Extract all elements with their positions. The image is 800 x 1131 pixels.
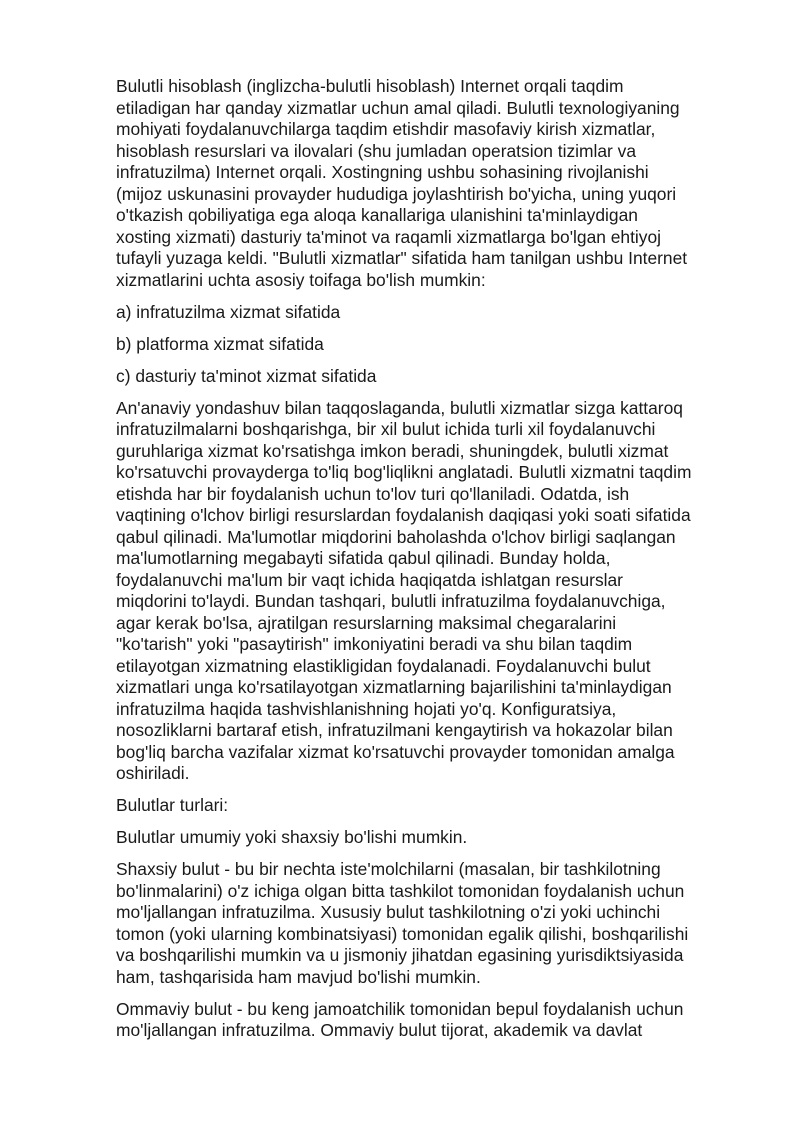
text-line: Bulutli hisoblash (inglizcha-bulutli hisoblash) Internet orqali taqdim	[116, 76, 624, 96]
text-line: Ommaviy bulut - bu keng jamoatchilik tomonidan bepul foydalanish uchun	[116, 998, 684, 1019]
text-line: miqdorini to'laydi. Bundan tashqari, bulutli infratuzilma foydalanuvchiga,	[116, 591, 666, 611]
text-line: oshiriladi.	[116, 763, 190, 783]
text-line: xizmatlarini uchta asosiy toifaga bo'lish mumkin:	[116, 269, 486, 290]
text-line: Bulutlar umumiy yoki shaxsiy bo'lishi mumkin.	[116, 827, 468, 847]
text-line: ko'rsatuvchi provayderga to'liq bog'liqlikni anglatadi. Bulutli xizmatni taqdim	[116, 462, 692, 482]
text-line: "ko'tarish" yoki "pasaytirish" imkoniyatini beradi va shu bilan taqdim	[116, 634, 633, 654]
text-line: ma'lumotlarning megabayti sifatida qabul qilinadi. Bunday holda,	[116, 548, 611, 568]
text-line: Bulutlar turlari:	[116, 795, 229, 815]
text-line: ham, tashqarisida ham mavjud bo'lishi mumkin.	[116, 966, 481, 987]
text-line: xosting xizmati) dasturiy ta'minot va raqamli xizmatlarga bo'lgan ehtiyoj	[116, 226, 662, 247]
text-line: etilayotgan xizmatning elastikligidan foydalanadi. Foydalanuvchi bulut	[116, 655, 651, 676]
text-line: nosozliklarni bartaraf etish, infratuzilmani kengaytirish va hokazolar bilan	[116, 720, 673, 740]
private-cloud-paragraph	[116, 859, 756, 988]
text-line: tomon (yoki ularning kombinatsiyasi) tomonidan egalik qilishi, boshqarilishi	[116, 923, 689, 944]
text-line: (mijoz uskunasini provayder hududiga joylashtirish bo'yicha, uning yuqori	[116, 183, 677, 204]
text-line: va boshqarilishi mumkin va u jismoniy jihatdan egasining yurisdiktsiyasida	[116, 945, 684, 965]
text-line: bo'linmalarini) o'z ichiga olgan bitta tashkilot tomonidan foydalanish uchun	[116, 880, 685, 901]
text-line: etiladigan har qanday xizmatlar uchun amal qiladi. Bulutli texnologiyaning	[116, 97, 680, 118]
text-line: hisoblash resurslari va ilovalari (shu jumladan operatsion tizimlar va	[116, 140, 637, 161]
cloud-types-heading	[116, 795, 756, 817]
text-line: bog'liq barcha vazifalar xizmat ko'rsatuvchi provayder tomonidan amalga	[116, 741, 675, 762]
text-line: foydalanuvchi ma'lum bir vaqt ichida haqiqatda ishlatgan resurslar	[116, 569, 623, 590]
text-line: o'tkazish qobiliyatiga ega aloqa kanallariga ulanishini ta'minlaydigan	[116, 205, 638, 225]
intro-paragraph	[116, 76, 756, 291]
text-line: infratuzilma) Internet orqali. Xostingning ushbu sohasining rivojlanishi	[116, 162, 649, 182]
comparison-paragraph	[116, 398, 756, 785]
text-line: infratuzilmalarni boshqarishga, bir xil bulut ichida turli xil foydalanuvchi	[116, 419, 656, 439]
text-line: tufayli yuzaga keldi. "Bulutli xizmatlar" sifatida ham tanilgan ushbu Internet	[116, 248, 688, 268]
text-line: Shaxsiy bulut - bu bir nechta iste'molchilarni (masalan, bir tashkilotning	[116, 859, 661, 879]
text-line: infratuzilma haqida tashvishlanishning hojati yo'q. Konfiguratsiya,	[116, 698, 617, 719]
text-line: b) platforma xizmat sifatida	[116, 333, 324, 354]
list-item-b	[116, 334, 756, 356]
text-line: mo'ljallangan infratuzilma. Ommaviy bulut tijorat, akademik va davlat	[116, 1020, 643, 1040]
public-cloud-paragraph	[116, 999, 756, 1042]
text-line: qabul qilinadi. Ma'lumotlar miqdorini baholashda o'lchov birligi saqlangan	[116, 526, 676, 547]
list-item-c	[116, 366, 756, 388]
text-line: etishda har bir foydalanish uchun to'lov turi qo'llaniladi. Odatda, ish	[116, 483, 630, 504]
text-line: mo'ljallangan infratuzilma. Xususiy bulut tashkilotning o'zi yoki uchinchi	[116, 902, 661, 922]
text-line: agar kerak bo'lsa, ajratilgan resurslarning maksimal chegaralarini	[116, 612, 617, 633]
cloud-types-intro	[116, 827, 756, 849]
text-line: mohiyati foydalanuvchilarga taqdim etishdir masofaviy kirish xizmatlar,	[116, 119, 656, 139]
text-line: vaqtining o'lchov birligi resurslardan foydalanish daqiqasi yoki soati sifatida	[116, 505, 691, 525]
text-line: An'anaviy yondashuv bilan taqqoslaganda, bulutli xizmatlar sizga kattaroq	[116, 397, 683, 418]
text-line: xizmatlari unga ko'rsatilayotgan xizmatlarning bajarilishini ta'minlaydigan	[116, 677, 672, 697]
text-line: guruhlariga xizmat ko'rsatishga imkon beradi, shuningdek, bulutli xizmat	[116, 440, 669, 461]
text-line: a) infratuzilma xizmat sifatida	[116, 301, 341, 322]
text-line: c) dasturiy ta'minot xizmat sifatida	[116, 365, 377, 386]
document-page	[116, 76, 756, 1052]
list-item-a	[116, 302, 756, 324]
